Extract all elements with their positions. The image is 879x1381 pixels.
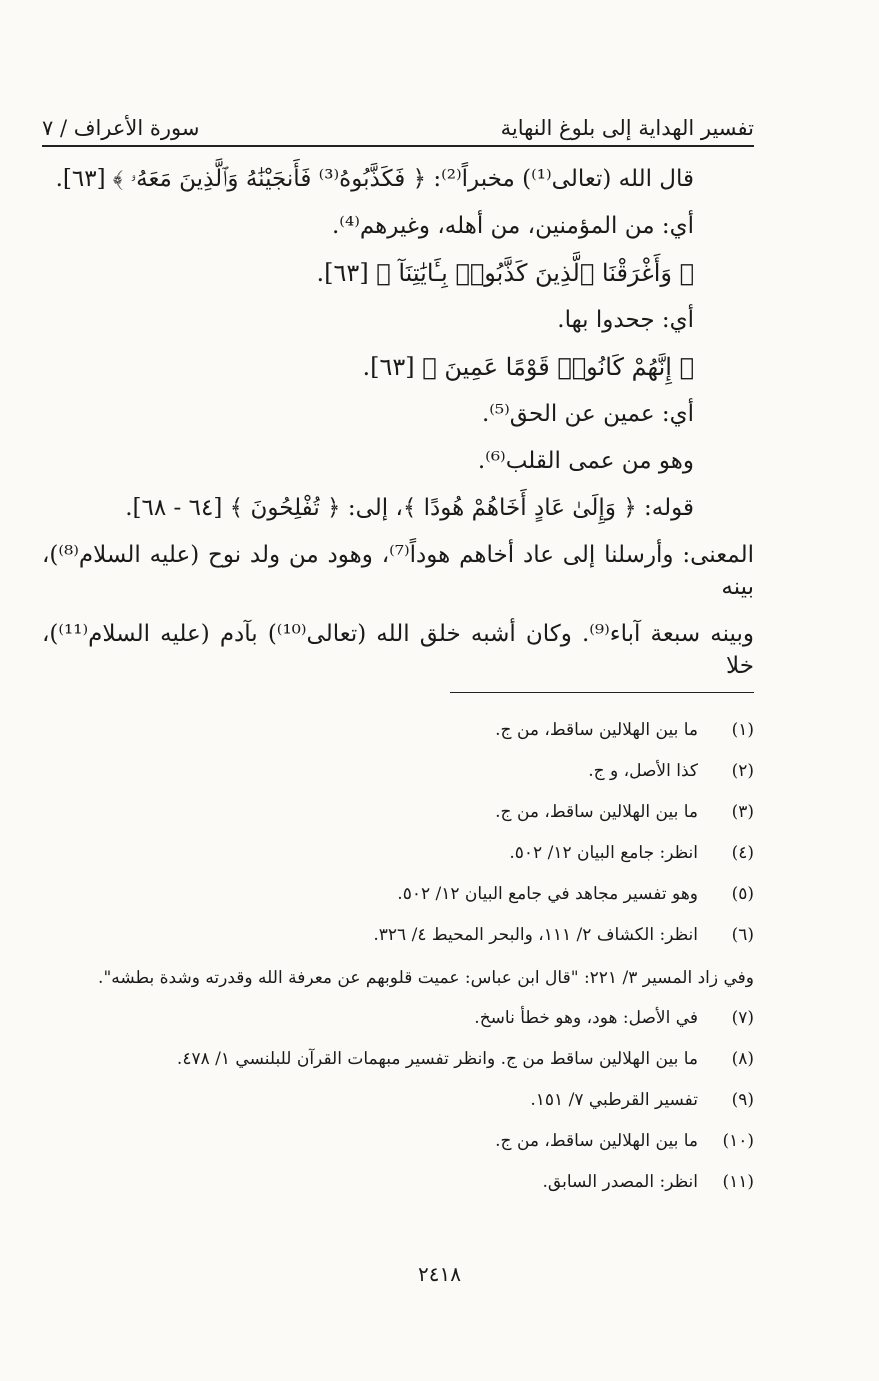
footnote [42, 1003, 754, 1033]
footnote-text: وهو تفسير مجاهد في جامع البيان ١٢/ ٥٠٢. [397, 884, 698, 904]
footnote-number: (١٠) [722, 1131, 754, 1151]
header-rule [42, 145, 754, 147]
text-line: أي: عمين عن الحق⁽⁵⁾. [481, 401, 694, 427]
footnote-number: (٤) [731, 843, 754, 863]
footnote-text: ما بين الهلالين ساقط، من ج. [495, 1131, 698, 1151]
text-line: وبينه سبعة آباء⁽⁹⁾. وكان أشبه خلق الله (تعالى⁽¹⁰⁾) بآدم (عليه السلام⁽¹¹⁾)، خلا [42, 621, 754, 679]
footnote-text: في الأصل: هود، وهو خطأ ناسخ. [474, 1008, 698, 1028]
footnote [42, 920, 754, 950]
footnote [42, 1126, 754, 1156]
footnote-text: ما بين الهلالين ساقط، من ج. [495, 720, 698, 740]
footnote [42, 1044, 754, 1074]
footnote-number: (٧) [731, 1008, 754, 1028]
footnote-continuation: وفي زاد المسير ٣/ ٢٢١: "قال ابن عباس: عميت قلوبهم عن معرفة الله وقدرته وشدة بطشه". [98, 968, 754, 988]
footnote-number: (٢) [731, 761, 754, 781]
quran-verse: ﴿ إِنَّهُمْ كَانُوا۟ قَوْمًا عَمِينَ ﴾ [٦٣]. [362, 353, 694, 381]
footnote-number: (٨) [731, 1049, 754, 1069]
footnote-number: (١) [731, 720, 754, 740]
footnote-rule [450, 692, 754, 693]
footnote-text: ما بين الهلالين ساقط، من ج. [495, 802, 698, 822]
footnote-number: (٥) [731, 884, 754, 904]
footnotes [42, 715, 754, 1208]
footnote-text: انظر: الكشاف ٢/ ١١١، والبحر المحيط ٤/ ٣٢٦. [373, 925, 698, 945]
footnote [42, 797, 754, 827]
footnote [42, 715, 754, 745]
running-header [42, 100, 754, 140]
text-line: قال الله (تعالى⁽¹⁾) مخبراً⁽²⁾: ﴿ فَكَذَّبُوهُ⁽³⁾ فَأَنجَيْنَٰهُ وَٱلَّذِينَ مَعَهُۥ ﴾ [٦٣]. [55, 166, 694, 192]
text-line: المعنى: وأرسلنا إلى عاد أخاهم هوداً⁽⁷⁾، وهود من ولد نوح (عليه السلام⁽⁸⁾)، بينه [42, 542, 754, 600]
footnote-number: (٩) [731, 1090, 754, 1110]
quran-verse: ﴿ وَأَغْرَقْنَا ٱلَّذِينَ كَذَّبُوا۟ بِـَٔايَٰتِنَآ ﴾ [٦٣]. [316, 259, 694, 287]
text-line: قوله: ﴿ وَإِلَىٰ عَادٍ أَخَاهُمْ هُودًا ﴾، إلى: ﴿ تُفْلِحُونَ ﴾ [٦٤ - ٦٨]. [125, 495, 694, 521]
page-number: ٢٤١٨ [418, 1262, 461, 1286]
footnote-text: تفسير القرطبي ٧/ ١٥١. [530, 1090, 698, 1110]
footnote [42, 1085, 754, 1115]
surah-reference: سورة الأعراف / ٧ [42, 116, 200, 140]
footnote-number: (٦) [731, 925, 754, 945]
text-line: أي: جحدوا بها. [557, 307, 694, 333]
footnote-number: (٣) [731, 802, 754, 822]
text-line: وهو من عمى القلب⁽⁶⁾. [477, 448, 694, 474]
footnote-text: كذا الأصل، و ج. [588, 761, 698, 781]
footnote-text: انظر: جامع البيان ١٢/ ٥٠٢. [509, 843, 698, 863]
footnote-text: ما بين الهلالين ساقط من ج. وانظر تفسير مبهمات القرآن للبلنسي ١/ ٤٧٨. [176, 1049, 698, 1069]
footnote [42, 879, 754, 909]
book-title: تفسير الهداية إلى بلوغ النهاية [500, 116, 754, 140]
main-text [42, 163, 754, 697]
footnote-text: انظر: المصدر السابق. [542, 1172, 698, 1192]
footnote [42, 838, 754, 868]
footnote [42, 1167, 754, 1197]
footnote-number: (١١) [722, 1172, 754, 1192]
footnote [42, 756, 754, 786]
text-line: أي: من المؤمنين، من أهله، وغيرهم⁽⁴⁾. [331, 213, 694, 239]
